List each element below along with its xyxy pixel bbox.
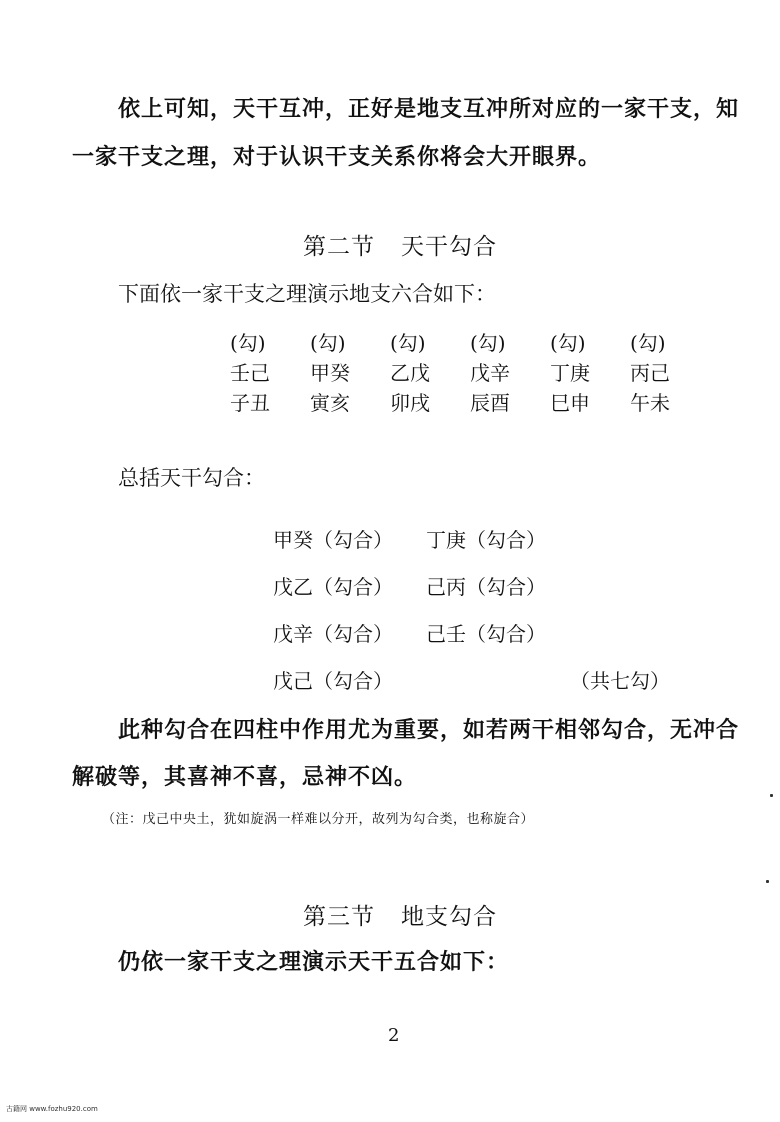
pair-mark: (勾) xyxy=(230,330,266,355)
pair-mark: (勾) xyxy=(390,330,426,355)
summary-item: 甲癸（勾合） xyxy=(273,528,393,552)
pair-stems: 乙戊 xyxy=(390,360,430,385)
pair-branches: 子丑 xyxy=(230,390,270,415)
summary-item: 戊乙（勾合） xyxy=(273,575,393,599)
pair-mark: (勾) xyxy=(550,330,586,355)
pair-stems: 甲癸 xyxy=(310,360,350,385)
summary-item: 己壬（勾合） xyxy=(426,622,546,646)
summary-item: 丁庚（勾合） xyxy=(426,528,546,552)
section-3-title: 地支勾合 xyxy=(401,904,497,930)
section-3-lead: 仍依一家干支之理演示天干五合如下： xyxy=(118,949,510,975)
pair-mark: (勾) xyxy=(470,330,506,355)
branches-row xyxy=(230,386,710,416)
section-3-number: 第三节 xyxy=(303,904,375,930)
pair-mark: (勾) xyxy=(310,330,346,355)
pair-branches: 午未 xyxy=(630,390,670,415)
footer-watermark: 古籍网 www.fozhu920.com xyxy=(6,1105,98,1113)
six-combinations-table xyxy=(230,326,710,416)
section-2-heading xyxy=(303,228,497,261)
pair-branches: 寅亥 xyxy=(310,390,350,415)
section-2-paragraph-line-2: 解破等，其喜神不喜，忌神不凶。 xyxy=(72,764,418,790)
pair-branches: 巳申 xyxy=(550,390,590,415)
section-3-heading xyxy=(303,898,497,931)
summary-total: （共七勾） xyxy=(570,669,670,693)
pair-branches: 辰酉 xyxy=(470,390,510,415)
section-2-lead: 下面依一家干支之理演示地支六合如下： xyxy=(118,282,496,306)
pair-stems: 丁庚 xyxy=(550,360,590,385)
summary-item: 戊己（勾合） xyxy=(273,669,393,693)
summary-item: 戊辛（勾合） xyxy=(273,622,393,646)
pair-mark: (勾) xyxy=(630,330,666,355)
section-2-title: 天干勾合 xyxy=(401,234,497,260)
page-number: 2 xyxy=(388,1025,400,1046)
scan-speck xyxy=(770,794,773,797)
pair-stems: 戊辛 xyxy=(470,360,510,385)
section-2-number: 第二节 xyxy=(303,234,375,260)
pair-stems: 壬己 xyxy=(230,360,270,385)
pair-branches: 卯戌 xyxy=(390,390,430,415)
marks-row xyxy=(230,326,710,356)
pair-stems: 丙己 xyxy=(630,360,670,385)
section-2-paragraph-line-1: 此种勾合在四柱中作用尤为重要，如若两干相邻勾合，无冲合 xyxy=(118,717,740,743)
summary-item: 己丙（勾合） xyxy=(426,575,546,599)
intro-line-2: 一家干支之理，对于认识干支关系你将会大开眼界。 xyxy=(72,144,602,170)
stems-row xyxy=(230,356,710,386)
section-2-note: （注：戊己中央土，犹如旋涡一样难以分开，故列为勾合类，也称旋合） xyxy=(102,812,535,827)
summary-label: 总括天干勾合： xyxy=(118,466,265,490)
intro-line-1: 依上可知，天干互冲，正好是地支互冲所对应的一家干支，知 xyxy=(118,96,740,122)
scan-speck xyxy=(766,880,769,883)
